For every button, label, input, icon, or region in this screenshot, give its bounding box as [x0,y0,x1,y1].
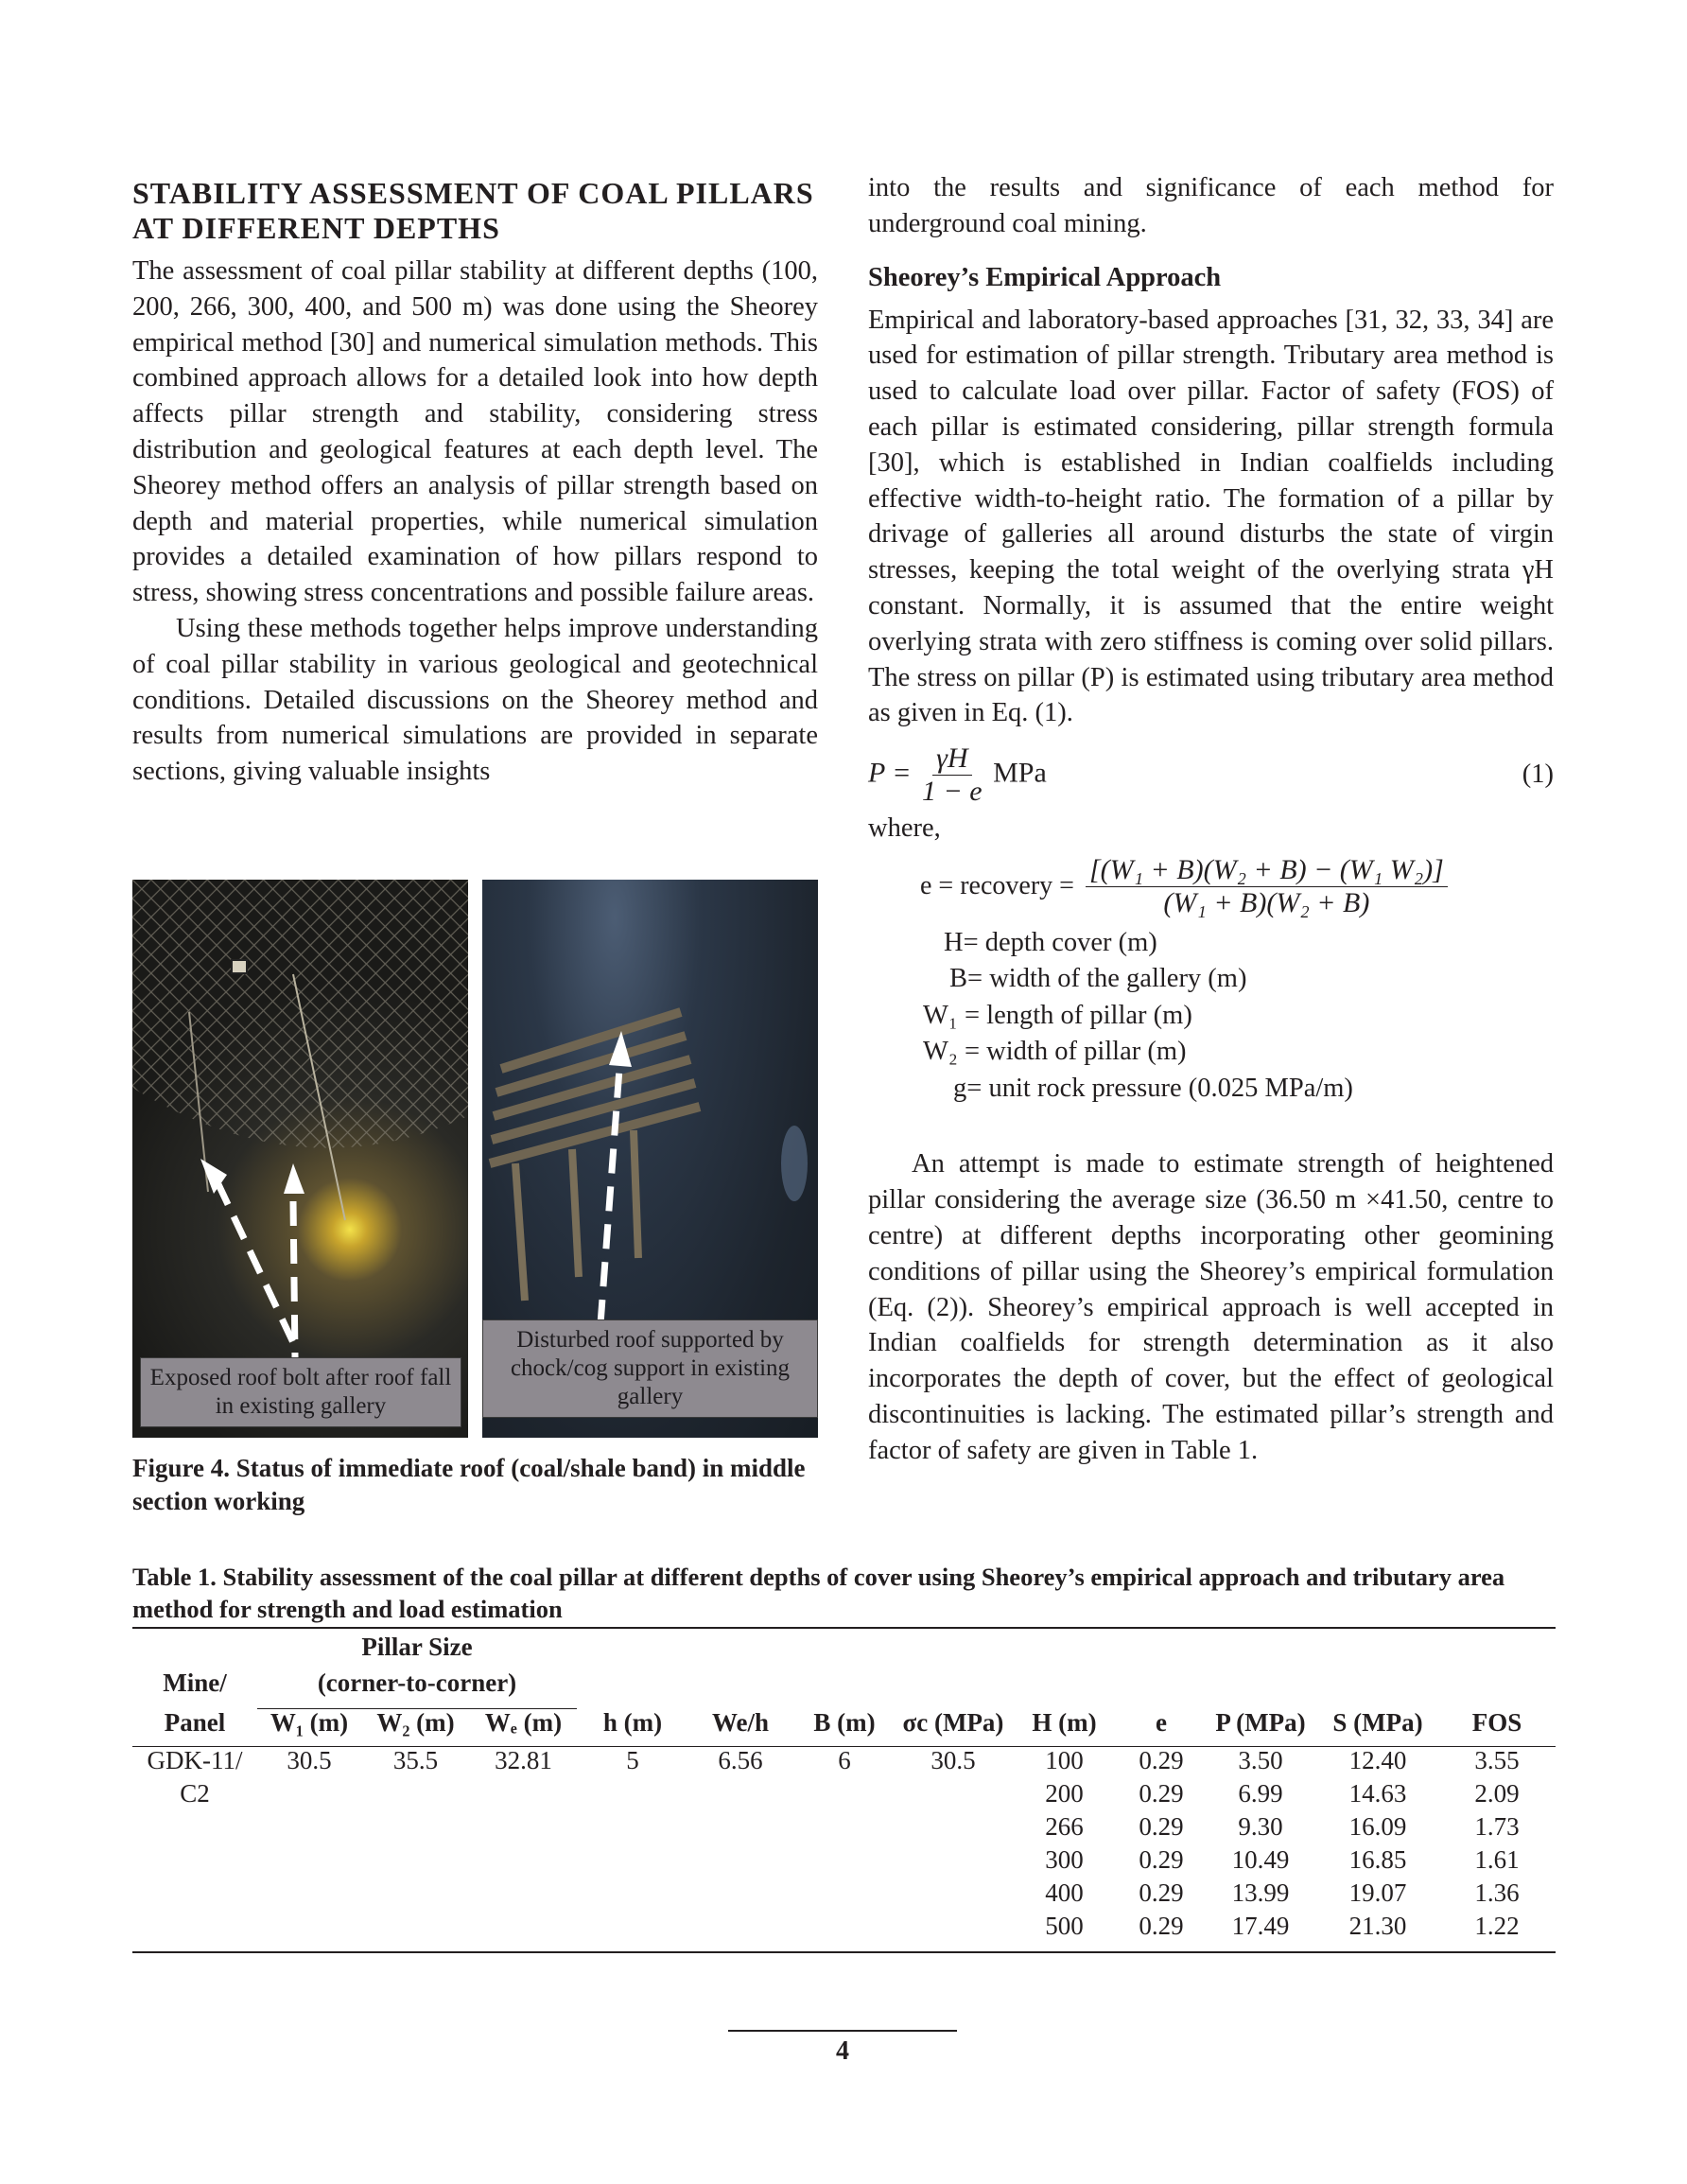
chock-support-photo [482,880,818,1438]
definition-item: g= unit rock pressure (0.025 MPa/m) [953,1073,1353,1103]
recovery-fraction [1086,854,1448,919]
column-header: We/h [711,1707,769,1737]
recovery-denominator: (W₁ + B)(W₂ + B) [1163,886,1370,918]
e-cell: 0.29 [1139,1746,1184,1774]
table-row [132,1777,1556,1810]
equation-lhs: P = [868,757,912,789]
w1-cell: 30.5 [287,1746,332,1774]
page-number: 4 [836,2036,849,2066]
continued-paragraph: into the results and significance of each method for underground coal mining. [868,173,1554,238]
fos-cell: 3.55 [1474,1746,1520,1774]
column-header: FOS [1471,1707,1522,1737]
attempt-paragraph: An attempt is made to estimate strength of heightened pillar considering the average size (36.50 m ×41.50, centre to centre) at different depths incorporating other geomining conditions of pillar using the Sheorey’s empirical formulation (Eq. (2)). Sheorey’s empirical approach is well accepted in Indian coalfields for strength determination as it also incorporates the depth of cover, but the effect of geological discontinuities is lacking. The estimated pillar’s strength and factor of safety are given in Table 1. [868,1149,1554,1465]
where-label: where, [868,813,941,844]
p-cell: 17.49 [1231,1912,1290,1940]
right-column [868,170,1554,1469]
recovery-numerator: [(W₁ + B)(W₂ + B) − (W₁ W₂)] [1086,854,1448,887]
we-cell: 32.81 [495,1746,552,1774]
b-cell: 6 [838,1746,851,1774]
e-cell: 0.29 [1139,1812,1184,1841]
column-header: B (m) [813,1707,876,1737]
table-caption: Table 1. Stability assessment of the coal pillar at different depths of cover using Sheorey’s empirical approach and tributary area method for strength and load estimation [132,1563,1505,1623]
column-header: e [1156,1707,1167,1737]
roof-bolt-photo [132,880,468,1438]
e-cell: 0.29 [1139,1878,1184,1907]
roof-bolt-photo-drawing [132,880,468,1438]
chock-support-label: Disturbed roof supported by chock/cog support in existing gallery [482,1319,818,1418]
equation-numerator: γH [932,743,972,776]
subsection-heading: Sheorey’s Empirical Approach [868,262,1222,292]
p-cell: 3.50 [1238,1746,1283,1774]
table-row [132,1810,1556,1843]
table-row [132,1910,1556,1943]
pillar-size-header: Pillar Size [361,1632,473,1661]
w2-cell: 35.5 [392,1746,439,1774]
mine-panel-cell: GDK-11/ [147,1746,243,1774]
table-row [132,1843,1556,1877]
recovery-label: e = recovery = [920,871,1074,901]
column-header: W₁ (m) [270,1707,349,1737]
intro-paragraph: The assessment of coal pillar stability at different depths (100, 200, 266, 300, 400, and 500 m) was done using the Sheorey empirical method [30] and numerical simulation methods. This combined approach allows for a detailed look into how depth affects pillar strength and stability, considering stress distribution and geological features at each depth level. The Sheorey method offers an analysis of pillar strength based on depth and material properties, while numerical simulation provides a detailed examination of how pillars respond to stress, showing stress concentrations and possible failure areas. [132,256,818,608]
fos-cell: 1.36 [1474,1878,1520,1907]
e-cell: 0.29 [1139,1912,1184,1940]
section-heading: STABILITY ASSESSMENT OF COAL PILLARS AT DIFFERENT DEPTHS [132,176,814,245]
definition-item: H= depth cover (m) [944,927,1157,957]
left-column [132,170,818,790]
column-header: S (MPa) [1332,1707,1423,1737]
table-row [132,1877,1556,1910]
panel-header: Panel [164,1707,226,1737]
e-cell: 0.29 [1139,1845,1184,1874]
equation-number: (1) [1522,760,1554,790]
equation-fraction [918,743,986,808]
column-header: P (MPa) [1215,1707,1306,1737]
depth-cell: 500 [1045,1912,1084,1940]
s-cell: 21.30 [1348,1912,1407,1940]
p-cell: 13.99 [1231,1878,1290,1907]
column-header: W₂ (m) [376,1707,455,1737]
roof-bolt-label: Exposed roof bolt after roof fall in existing gallery [140,1357,461,1427]
page-number-rule [728,2030,957,2032]
stability-table [132,1629,1556,1943]
definition-item: B= width of the gallery (m) [949,964,1247,994]
mine-panel-header: Mine/ [163,1668,227,1697]
figure-4 [132,880,818,1442]
fos-cell: 2.09 [1474,1779,1520,1808]
p-cell: 9.30 [1238,1812,1283,1841]
column-header: H (m) [1032,1707,1097,1737]
sheorey-paragraph: Empirical and laboratory-based approaches [31, 32, 33, 34] are used for estimation of pillar strength. Tributary area method is used to calculate load over pillar. Factor of safety (FOS) of each pillar is estimated considering, pillar strength formula [30], which is established in Indian coalfields including effective width-to-height ratio. The formation of a pillar by drivage of galleries all around disturbs the state of virgin stresses, keeping the total weight of the overlying strata γH constant. Normally, it is assumed that the entire weight overlying strata with zero stiffness is coming over solid pillars. The stress on pillar (P) is estimated using tributary area method as given in Eq. (1). [868,305,1554,728]
column-header: h (m) [602,1707,663,1737]
mine-panel-cell: C2 [180,1779,210,1808]
e-cell: 0.29 [1139,1779,1184,1808]
we-h-cell: 6.56 [718,1746,763,1774]
column-header: Wₑ (m) [484,1707,563,1737]
p-cell: 10.49 [1231,1845,1290,1874]
fos-cell: 1.22 [1474,1912,1520,1940]
definition-list [906,925,1554,1108]
corner-to-corner-header: (corner-to-corner) [317,1668,517,1697]
definition-item: W₁ = length of pillar (m) [923,1000,1192,1030]
table-row [132,1744,1556,1777]
s-cell: 12.40 [1348,1746,1407,1774]
s-cell: 16.85 [1348,1845,1407,1874]
depth-cell: 400 [1045,1878,1084,1907]
depth-cell: 300 [1045,1845,1084,1874]
fos-cell: 1.73 [1474,1812,1520,1841]
s-cell: 16.09 [1348,1812,1407,1841]
s-cell: 14.63 [1348,1779,1407,1808]
recovery-equation [920,854,1554,919]
h-cell: 5 [626,1746,639,1774]
depth-cell: 266 [1045,1812,1084,1841]
depth-cell: 100 [1045,1746,1084,1774]
sigma-cell: 30.5 [930,1746,976,1774]
methods-paragraph: Using these methods together helps improve understanding of coal pillar stability in various geological and geotechnical conditions. Detailed discussions on the Sheorey method and results from numerical simulations are provided in separate sections, giving valuable insights [132,613,818,787]
s-cell: 19.07 [1348,1878,1407,1907]
column-header: σc (MPa) [902,1707,1004,1737]
p-cell: 6.99 [1238,1779,1283,1808]
figure-caption: Figure 4. Status of immediate roof (coal/shale band) in middle section working [132,1454,806,1515]
definition-item: W₂ = width of pillar (m) [923,1037,1187,1067]
equation-denominator: 1 − e [922,776,983,808]
table-bottom-rule [132,1951,1556,1953]
depth-cell: 200 [1045,1779,1084,1808]
equation-1 [868,743,1554,811]
fos-cell: 1.61 [1474,1845,1520,1874]
equation-unit: MPa [993,757,1047,789]
